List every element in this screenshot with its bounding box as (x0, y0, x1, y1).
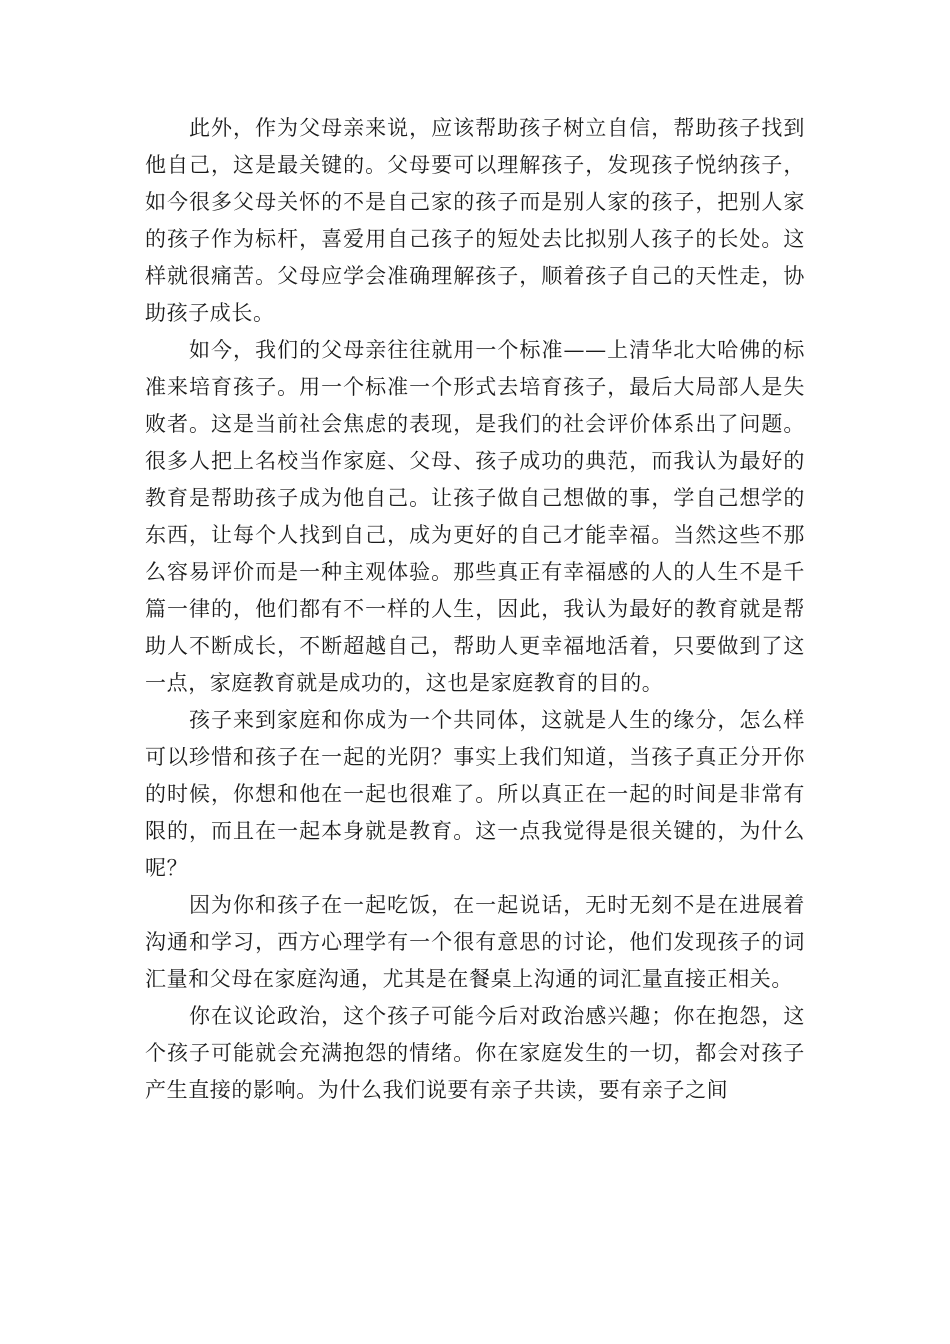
paragraph: 孩子来到家庭和你成为一个共同体，这就是人生的缘分，怎么样可以珍惜和孩子在一起的光阴？事实上我们知道，当孩子真正分开你的时候，你想和他在一起也很难了。所以真正在一起的时间是非常有限的，而且在一起本身就是教育。这一点我觉得是很关键的，为什么呢？ (145, 708, 805, 880)
paragraph: 你在议论政治，这个孩子可能今后对政治感兴趣；你在抱怨，这个孩子可能就会充满抱怨的情绪。你在家庭发生的一切，都会对孩子产生直接的影响。为什么我们说要有亲子共读，要有亲子之间 (145, 1004, 805, 1102)
paragraph: 此外，作为父母亲来说，应该帮助孩子树立自信，帮助孩子找到他自己，这是最关键的。父母要可以理解孩子，发现孩子悦纳孩子，如今很多父母关怀的不是自己家的孩子而是别人家的孩子，把别人家的孩子作为标杆，喜爱用自己孩子的短处去比拟别人孩子的长处。这样就很痛苦。父母应学会准确理解孩子，顺着孩子自己的天性走，协助孩子成长。 (145, 116, 805, 325)
paragraph: 因为你和孩子在一起吃饭，在一起说话，无时无刻不是在进展着沟通和学习，西方心理学有一个很有意思的讨论，他们发现孩子的词汇量和父母在家庭沟通，尤其是在餐桌上沟通的词汇量直接正相关。 (145, 893, 805, 991)
document-page (145, 110, 805, 1109)
paragraph: 如今，我们的父母亲往往就用一个标准——上清华北大哈佛的标准来培育孩子。用一个标准一个形式去培育孩子，最后大局部人是失败者。这是当前社会焦虑的表现，是我们的社会评价体系出了问题。很多人把上名校当作家庭、父母、孩子成功的典范，而我认为最好的教育是帮助孩子成为他自己。让孩子做自己想做的事，学自己想学的东西，让每个人找到自己，成为更好的自己才能幸福。当然这些不那么容易评价而是一种主观体验。那些真正有幸福感的人的人生不是千篇一律的，他们都有不一样的人生，因此，我认为最好的教育就是帮助人不断成长，不断超越自己，帮助人更幸福地活着，只要做到了这一点，家庭教育就是成功的，这也是家庭教育的目的。 (145, 338, 805, 695)
